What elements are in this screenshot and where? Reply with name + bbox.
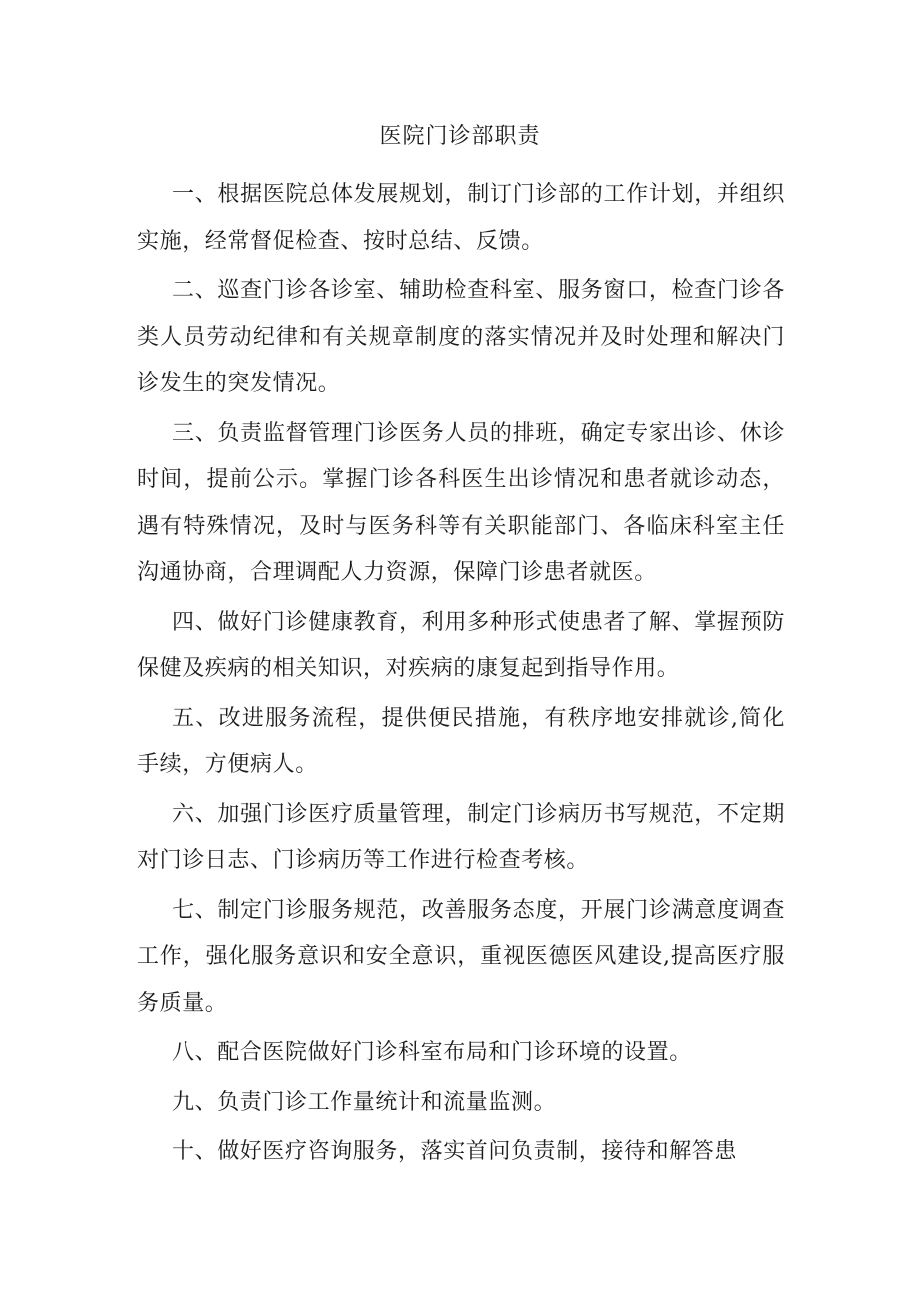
paragraph-9: 九、负责门诊工作量统计和流量监测。 — [172, 1089, 557, 1115]
paragraph-4: 四、做好门诊健康教育，利用多种形式使患者了解、掌握预防保健及疾病的相关知识，对疾病的康复起到指导作用。 — [137, 609, 785, 681]
paragraph-2: 二、巡查门诊各诊室、辅助检查科室、服务窗口，检查门诊各类人员劳动纪律和有关规章制度的落实情况并及时处理和解决门诊发生的突发情况。 — [137, 278, 785, 396]
paragraph-1: 一、根据医院总体发展规划，制订门诊部的工作计划，并组织实施，经常督促检查、按时总结、反馈。 — [137, 182, 785, 254]
paragraph-10: 十、做好医疗咨询服务，落实首问负责制，接待和解答患 — [172, 1139, 738, 1164]
paragraph-7: 七、制定门诊服务规范，改善服务态度，开展门诊满意度调查工作，强化服务意识和安全意识，重视医德医风建设,提高医疗服务质量。 — [137, 897, 785, 1016]
paragraph-8: 八、配合医院做好门诊科室布局和门诊环境的设置。 — [172, 1040, 692, 1065]
paragraph-3: 三、负责监督管理门诊医务人员的排班，确定专家出诊、休诊时间，提前公示。掌握门诊各科医生出诊情况和患者就诊动态，遇有特殊情况，及时与医务科等有关职能部门、各临床科室主任沟通协商，合理调配人力资源，保障门诊患者就医。 — [137, 420, 785, 585]
paragraph-5: 五、改进服务流程，提供便民措施，有秩序地安排就诊,简化手续，方便病人。 — [137, 705, 785, 777]
document-title: 医院门诊部职责 — [379, 124, 541, 149]
document-body — [137, 172, 785, 1179]
paragraph-6: 六、加强门诊医疗质量管理，制定门诊病历书写规范，不定期对门诊日志、门诊病历等工作进行检查考核。 — [137, 801, 785, 873]
